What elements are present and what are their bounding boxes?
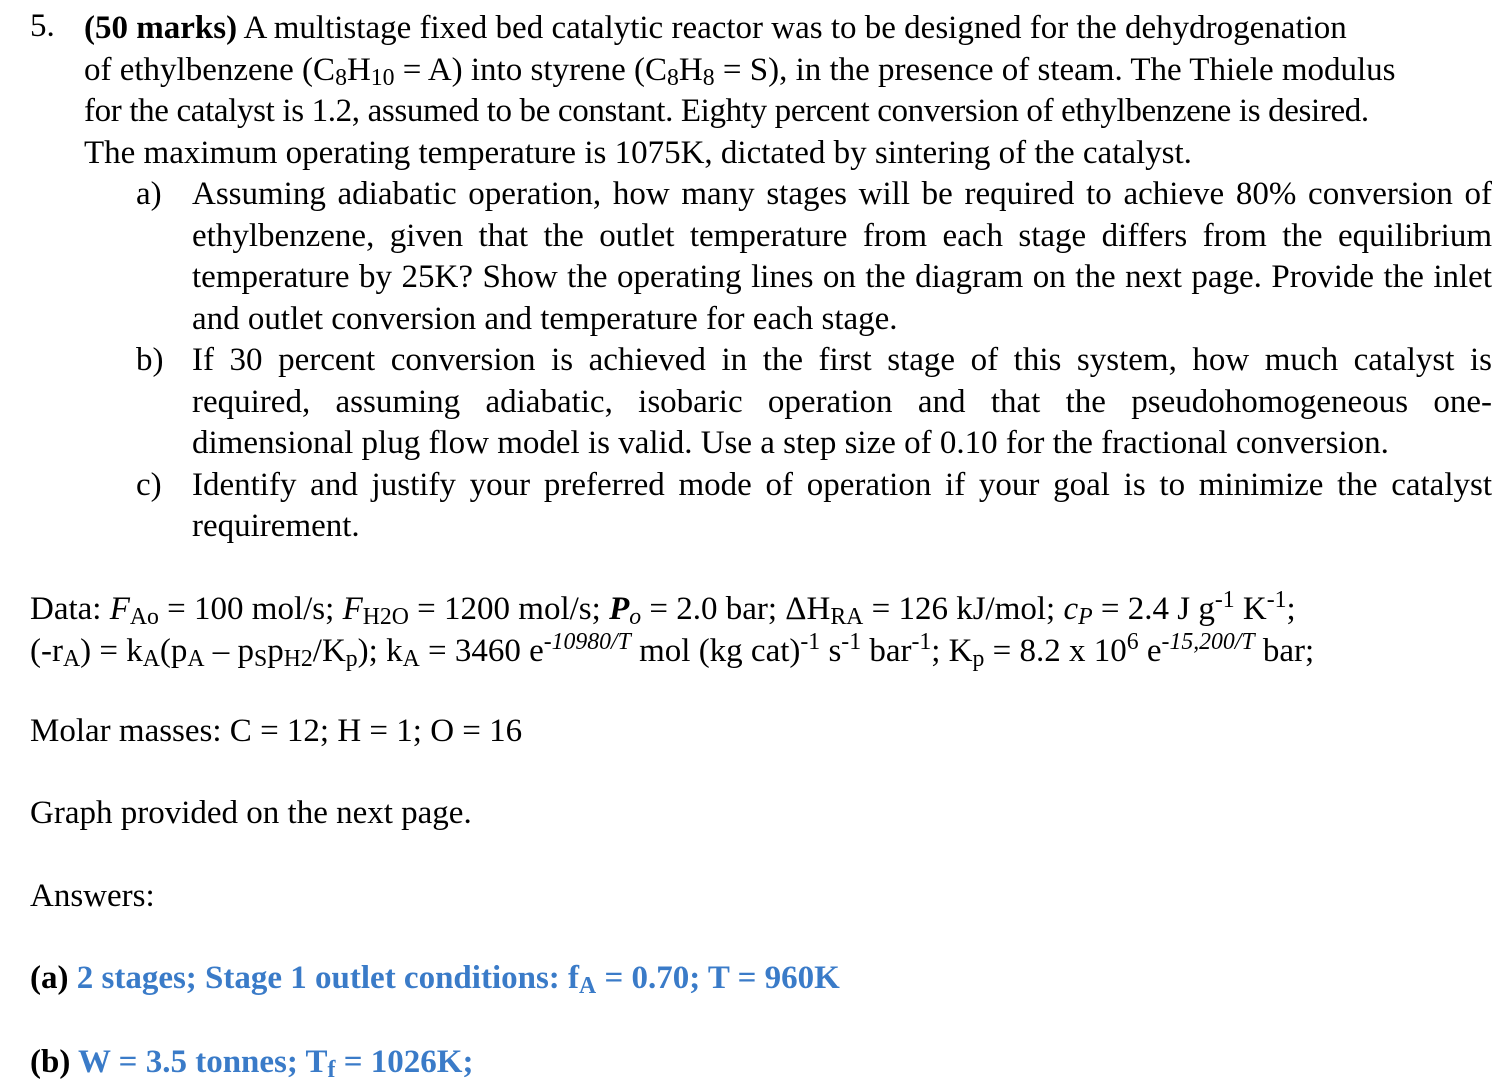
answer-a-label: (a) bbox=[30, 960, 69, 996]
intro-line-2: of ethylbenzene $(C_8H_{10} = A)$ into styrene $(C_8H_8 = S)$, in the presence of steam. The Thiele modulus bbox=[84, 51, 1396, 91]
part-c-text: Identify and justify your preferred mode of operation if your goal is to minimize the catalyst requirement. bbox=[192, 466, 1492, 544]
intro-line-1: (50 marks) A multistage fixed bed catalytic reactor was to be designed for the dehydrogenation bbox=[84, 10, 1347, 46]
intro-line-4: The maximum operating temperature is 1075K, dictated by sintering of the catalyst. bbox=[84, 134, 1192, 171]
data-line-1: Data: $F_{Ao} = 100$ mol/s; $F_{H2O} = 1200$ mol/s; $P_o = 2.0$ bar; $\Delta H_{RA} = 126$ kJ/mol; $c_P = 2.4$ J $g^{-1}$ $K^{-1}$; bbox=[30, 587, 1296, 631]
part-a-text: Assuming adiabatic operation, how many stages will be required to achieve 80% conversion of ethylbenzene, given that the outlet temperature from each stage differs from the equilibrium temperature by 25K? Show the operating lines on the diagram on the next page. Provide the inlet and outlet conversion and temperature for each stage. bbox=[192, 176, 1492, 337]
answer-b bbox=[30, 1044, 474, 1084]
part-c-label: c) bbox=[136, 466, 162, 503]
data-block bbox=[30, 588, 1490, 672]
part-b bbox=[136, 340, 1492, 465]
part-b-label: b) bbox=[136, 342, 164, 378]
answer-b-text: W = 3.5 tonnes; $T_f = 1026K$; bbox=[70, 1044, 474, 1084]
answer-b-label: (b) bbox=[30, 1044, 71, 1080]
question-5 bbox=[30, 8, 1492, 548]
intro-line-3: for the catalyst is 1.2, assumed to be constant. Eighty percent conversion of ethylbenzene is desired. bbox=[84, 93, 1369, 129]
answer-a-text: 2 stages; Stage 1 outlet conditions: $f_A = 0.70$; T = 960K bbox=[68, 960, 840, 1000]
data-line-2: $(-r_A) = k_A(p_A - p_Sp_{H2}/K_p)$; $k_A = 3460$ $e^{-10980/T}$ mol (kg cat)$^{-1}$ $s^{-1}$ bar$^{-1}$; $K_p = 8.2$ x $10^6$ $e^{-15,200/T}$ bar; bbox=[30, 629, 1315, 673]
molar-masses: Molar masses: C = 12; H = 1; O = 16 bbox=[30, 713, 523, 749]
part-a-label: a) bbox=[136, 176, 162, 212]
question-intro bbox=[84, 8, 1492, 174]
part-a bbox=[136, 174, 1492, 340]
answers-label: Answers: bbox=[30, 878, 155, 914]
graph-note: Graph provided on the next page. bbox=[30, 795, 472, 831]
question-number: 5. bbox=[30, 8, 55, 44]
part-c bbox=[136, 465, 1492, 548]
answer-a bbox=[30, 960, 840, 1000]
part-b-text: If 30 percent conversion is achieved in the first stage of this system, how much catalyst is required, assuming adiabatic, isobaric operation and that the pseudohomogeneous one-dimensional plug flow model is valid. Use a step size of 0.10 for the fractional conversion. bbox=[192, 342, 1492, 461]
question-parts bbox=[136, 174, 1492, 548]
marks: (50 marks) bbox=[84, 10, 238, 46]
